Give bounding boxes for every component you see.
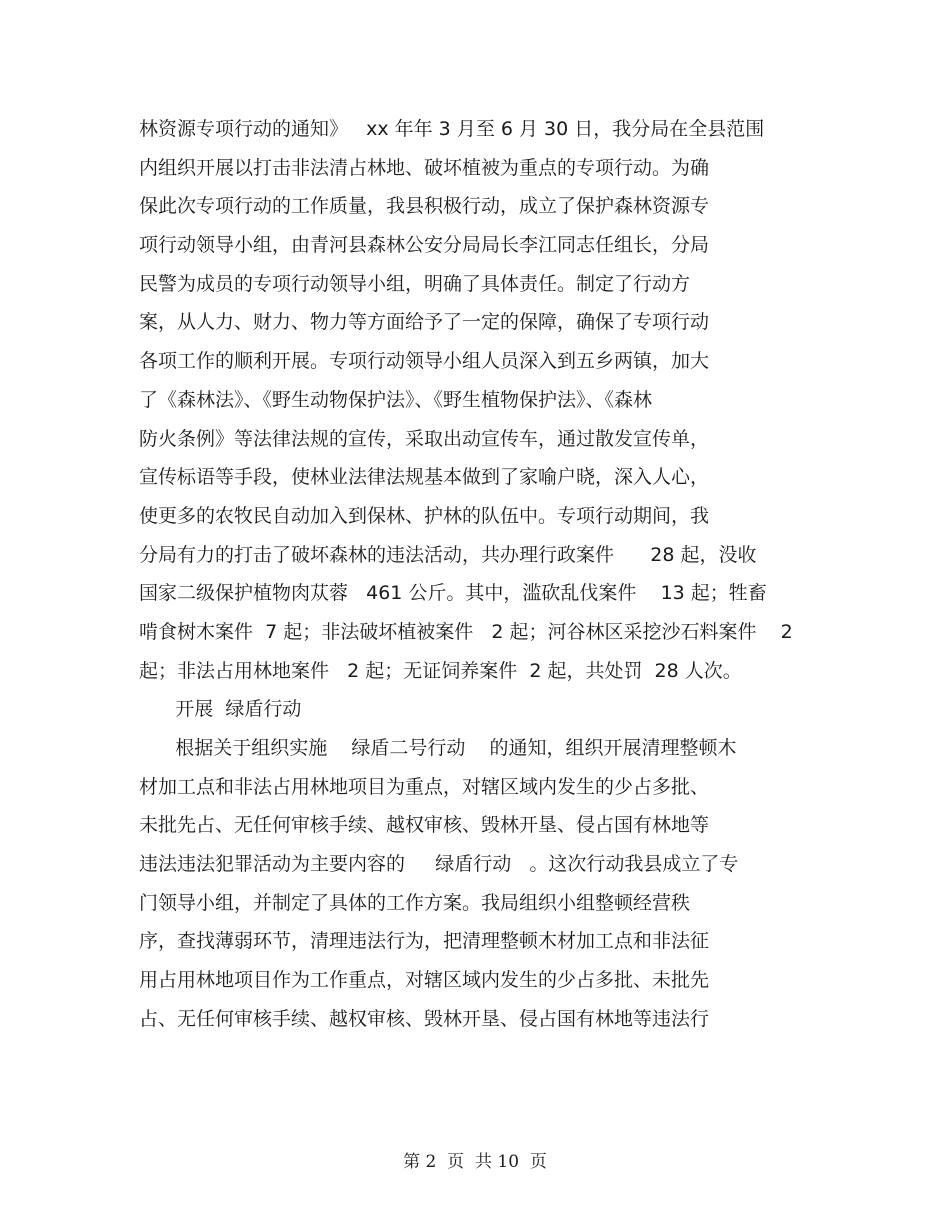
body-text (139, 110, 829, 1039)
text-line: 用占用林地项目作为工作重点，对辖区域内发生的少占多批、未批先 (139, 969, 710, 992)
text-line: 各项工作的顺利开展。专项行动领导小组人员深入到五乡两镇，加大 (139, 350, 710, 373)
page-footer: 第 2 页 共 10 页 (403, 1152, 547, 1172)
text-line: 起；非法占用林地案件 2 起；无证饲养案件 2 起，共处罚 28 人次。 (139, 659, 742, 682)
text-line: 保此次专项行动的工作质量，我县积极行动，成立了保护森林资源专 (139, 195, 710, 218)
text-line: 林资源专项行动的通知》 xx 年年 3 月至 6 月 30 日，我分局在全县范围 (139, 118, 765, 140)
text-line: 使更多的农牧民自动加入到保林、护林的队伍中。专项行动期间，我 (139, 504, 710, 527)
text-line: 内组织开展以打击非法清占林地、破坏植被为重点的专项行动。为确 (139, 156, 710, 179)
text-line: 未批先占、无任何审核手续、越权审核、毁林开垦、侵占国有林地等 (139, 814, 710, 837)
text-line: 防火条例》等法律法规的宣传，采取出动宣传车，通过散发宣传单， (139, 427, 710, 450)
text-line: 宣传标语等手段，使林业法律法规基本做到了家喻户晓，深入人心， (139, 466, 710, 489)
section-heading: 开展 绿盾行动 (139, 698, 302, 721)
text-line: 违法违法犯罪活动为主要内容的 绿盾行动 。这次行动我县成立了专 (139, 853, 739, 876)
text-line: 案，从人力、财力、物力等方面给予了一定的保障，确保了专项行动 (139, 311, 710, 334)
text-line: 材加工点和非法占用林地项目为重点，对辖区域内发生的少占多批、 (139, 775, 710, 798)
text-line: 啃食树木案件 7 起；非法破坏植被案件 2 起；河谷林区采挖沙石料案件 2 (139, 620, 793, 643)
text-line: 占、无任何审核手续、越权审核、毁林开垦、侵占国有林地等违法行 (139, 1007, 710, 1030)
text-line: 项行动领导小组，由青河县森林公安分局局长李江同志任组长，分局 (139, 234, 710, 257)
text-line: 民警为成员的专项行动领导小组，明确了具体责任。制定了行动方 (139, 272, 691, 295)
text-line: 根据关于组织实施 绿盾二号行动 的通知，组织开展清理整顿木 (139, 737, 737, 759)
text-line: 国家二级保护植物肉苁蓉 461 公斤。其中，滥砍乱伐案件 13 起；牲畜 (139, 582, 767, 605)
text-line: 门领导小组，并制定了具体的工作方案。我局组织小组整顿经营秩 (139, 891, 691, 914)
text-line: 序，查找薄弱环节，清理违法行为，把清理整顿木材加工点和非法征 (139, 930, 710, 953)
text-line: 了《森林法》、《野生动物保护法》、《野生植物保护法》、《森林 (139, 388, 653, 411)
text-line: 分局有力的打击了破坏森林的违法活动，共办理行政案件 28 起，没收 (139, 543, 757, 566)
